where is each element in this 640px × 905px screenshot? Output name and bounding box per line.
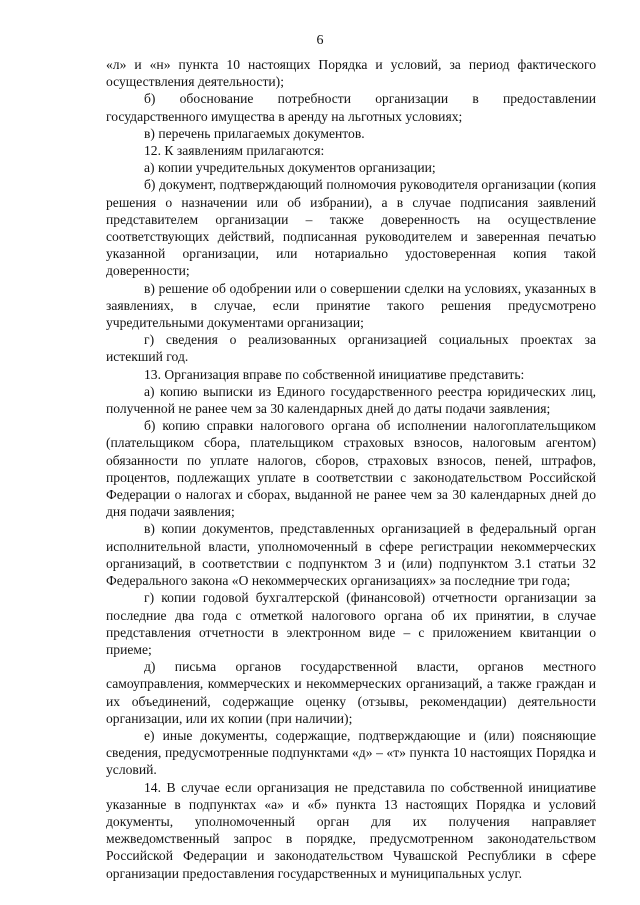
paragraph: б) документ, подтверждающий полномочия руководителя организации (копия решения о назначении или об избрании), а в случае подписания заявлений представителем организации – также доверенность на осуществление соответствующих действий, подписанная руководителем и заверенная печатью указанной организации, или нотариально удостоверенная копия такой доверенности; bbox=[106, 177, 596, 279]
paragraph: в) копии документов, представленных организацией в федеральный орган исполнительной власти, уполномоченный в сфере регистрации некоммерческих организаций, в соответствии с подпунктом 3 и (или) подпунктом 3.1 статьи 32 Федерального закона «О некоммерческих организациях» за последние три года; bbox=[106, 521, 596, 589]
paragraph: б) копию справки налогового органа об исполнении налогоплательщиком (плательщиком сбора, плательщиком страховых взносов, налоговым агентом) обязанности по уплате налогов, сборов, страховых взносов, пеней, штрафов, процентов, подлежащих уплате в соответствии с законодательством Российской Федерации о налогах и сборах, выданной не ранее чем за 30 календарных дней до дня подачи заявления; bbox=[106, 418, 596, 520]
page-number: 6 bbox=[316, 33, 324, 48]
paragraph: а) копии учредительных документов организации; bbox=[144, 160, 436, 176]
paragraph: г) сведения о реализованных организацией социальных проектах за истекший год. bbox=[106, 332, 596, 365]
paragraph: д) письма органов государственной власти, органов местного самоуправления, коммерческих и некоммерческих организаций, а также граждан и их объединений, содержащие оценку (отзывы, рекомендации) деятельности организации, или их копии (при наличии); bbox=[106, 659, 596, 726]
paragraph: 12. К заявлениям прилагаются: bbox=[144, 143, 325, 159]
paragraph: в) перечень прилагаемых документов. bbox=[144, 125, 365, 141]
paragraph: 13. Организация вправе по собственной инициативе представить: bbox=[144, 366, 525, 382]
paragraph: а) копию выписки из Единого государственного реестра юридических лиц, полученной не ранее чем за 30 календарных дней до даты подачи заявления; bbox=[106, 383, 596, 417]
paragraph: «л» и «н» пункта 10 настоящих Порядка и условий, за период фактического осуществления деятельности); bbox=[106, 57, 596, 90]
paragraph: в) решение об одобрении или о совершении сделки на условиях, указанных в заявлениях, в случае, если принятие такого решения предусмотрено учредительными документами организации; bbox=[106, 280, 596, 331]
document-body bbox=[106, 56, 596, 882]
paragraph: г) копии годовой бухгалтерской (финансовой) отчетности организации за последние два года с отметкой налогового органа об их принятии, в случае представления отчетности в электронном виде – с приложением квитанции о приеме; bbox=[106, 590, 596, 657]
paragraph: б) обоснование потребности организации в предоставлении государственного имущества в аренду на льготных условиях; bbox=[106, 91, 596, 124]
paragraph: 14. В случае если организация не представила по собственной инициативе указанные в подпунктах «а» и «б» пункта 13 настоящих Порядка и условий документы, уполномоченный орган для их получения направляет межведомственный запрос в порядке, предусмотренном законодательством Российской Федерации и законодательством Чувашской Республики в сфере организации предоставления государственных и муниципальных услуг. bbox=[106, 779, 596, 881]
paragraph: е) иные документы, содержащие, подтверждающие и (или) поясняющие сведения, предусмотренные подпунктами «д» – «т» пункта 10 настоящих Порядка и условий. bbox=[106, 727, 596, 778]
